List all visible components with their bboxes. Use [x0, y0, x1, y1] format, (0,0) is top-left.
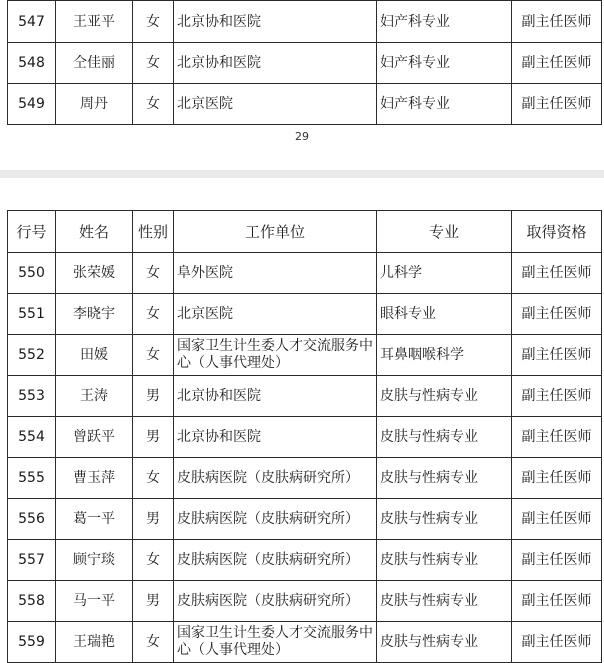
cell-qualification: 副主任医师: [512, 581, 602, 622]
cell-name: 曹玉萍: [56, 458, 133, 499]
cell-row-no: 547: [8, 1, 56, 43]
cell-qualification: 副主任医师: [512, 540, 602, 581]
cell-name: 马一平: [56, 581, 133, 622]
cell-row-no: 554: [8, 417, 56, 458]
cell-work-unit: 皮肤病医院（皮肤病研究所）: [174, 499, 377, 540]
cell-qualification: 副主任医师: [512, 335, 602, 376]
roster-table: [7, 210, 602, 663]
table-row: [8, 417, 602, 458]
table-row: [8, 581, 602, 622]
cell-specialty: 皮肤与性病专业: [377, 458, 512, 499]
cell-specialty: 耳鼻咽喉科学: [377, 335, 512, 376]
cell-work-unit: 皮肤病医院（皮肤病研究所）: [174, 540, 377, 581]
cell-name: 曾跃平: [56, 417, 133, 458]
cell-name: 顾宁琰: [56, 540, 133, 581]
header-row-no: 行号: [8, 211, 56, 253]
cell-row-no: 549: [8, 84, 56, 125]
cell-name: 王瑞艳: [56, 622, 133, 663]
cell-qualification: 副主任医师: [512, 458, 602, 499]
table-row: [8, 540, 602, 581]
table-header-row: [8, 211, 602, 253]
cell-name: 李晓宇: [56, 294, 133, 335]
cell-work-unit: 皮肤病医院（皮肤病研究所）: [174, 581, 377, 622]
table-row: [8, 458, 602, 499]
cell-row-no: 550: [8, 253, 56, 294]
cell-row-no: 551: [8, 294, 56, 335]
cell-specialty: 皮肤与性病专业: [377, 581, 512, 622]
header-work-unit: 工作单位: [174, 211, 377, 253]
cell-gender: 男: [133, 581, 174, 622]
header-specialty: 专业: [377, 211, 512, 253]
table-row: [8, 622, 602, 663]
cell-name: 王涛: [56, 376, 133, 417]
cell-specialty: 眼科专业: [377, 294, 512, 335]
cell-qualification: 副主任医师: [512, 499, 602, 540]
table-row: [8, 499, 602, 540]
cell-gender: 女: [133, 458, 174, 499]
cell-gender: 女: [133, 540, 174, 581]
table-row: [8, 335, 602, 376]
page-number: 29: [295, 130, 309, 143]
cell-specialty: 皮肤与性病专业: [377, 376, 512, 417]
cell-work-unit: 北京协和医院: [174, 43, 377, 84]
cell-name: 葛一平: [56, 499, 133, 540]
cell-work-unit: 皮肤病医院（皮肤病研究所）: [174, 458, 377, 499]
cell-name: 仝佳丽: [56, 43, 133, 84]
cell-gender: 女: [133, 1, 174, 43]
cell-work-unit: 北京医院: [174, 294, 377, 335]
cell-specialty: 皮肤与性病专业: [377, 417, 512, 458]
table-row: [8, 376, 602, 417]
cell-specialty: 皮肤与性病专业: [377, 622, 512, 663]
cell-gender: 男: [133, 417, 174, 458]
cell-specialty: 皮肤与性病专业: [377, 499, 512, 540]
page-bottom-sheet: [0, 178, 604, 663]
cell-qualification: 副主任医师: [512, 1, 602, 43]
cell-row-no: 558: [8, 581, 56, 622]
cell-row-no: 548: [8, 43, 56, 84]
cell-row-no: 559: [8, 622, 56, 663]
cell-name: 田媛: [56, 335, 133, 376]
cell-qualification: 副主任医师: [512, 253, 602, 294]
table-row: [8, 294, 602, 335]
cell-name: 王亚平: [56, 1, 133, 43]
cell-specialty: 妇产科专业: [377, 1, 512, 43]
cell-row-no: 552: [8, 335, 56, 376]
cell-gender: 男: [133, 499, 174, 540]
cell-qualification: 副主任医师: [512, 84, 602, 125]
cell-specialty: 妇产科专业: [377, 84, 512, 125]
cell-qualification: 副主任医师: [512, 294, 602, 335]
cell-gender: 女: [133, 622, 174, 663]
cell-gender: 男: [133, 376, 174, 417]
cell-row-no: 553: [8, 376, 56, 417]
cell-qualification: 副主任医师: [512, 622, 602, 663]
cell-work-unit: 国家卫生计生委人才交流服务中心（人事代理处）: [174, 335, 377, 376]
cell-gender: 女: [133, 253, 174, 294]
cell-gender: 女: [133, 43, 174, 84]
header-gender: 性别: [133, 211, 174, 253]
cell-row-no: 556: [8, 499, 56, 540]
roster-table-continued: [7, 0, 602, 125]
cell-gender: 女: [133, 294, 174, 335]
cell-qualification: 副主任医师: [512, 376, 602, 417]
table-row: [8, 84, 602, 125]
table-row: [8, 253, 602, 294]
header-qualification: 取得资格: [512, 211, 602, 253]
cell-work-unit: 北京协和医院: [174, 417, 377, 458]
cell-work-unit: 阜外医院: [174, 253, 377, 294]
cell-name: 周丹: [56, 84, 133, 125]
cell-work-unit: 国家卫生计生委人才交流服务中心（人事代理处）: [174, 622, 377, 663]
page-gap: [0, 170, 604, 178]
cell-specialty: 妇产科专业: [377, 43, 512, 84]
page-top-sheet: [0, 0, 604, 170]
cell-row-no: 555: [8, 458, 56, 499]
cell-work-unit: 北京协和医院: [174, 1, 377, 43]
cell-qualification: 副主任医师: [512, 417, 602, 458]
cell-qualification: 副主任医师: [512, 43, 602, 84]
cell-specialty: 儿科学: [377, 253, 512, 294]
cell-row-no: 557: [8, 540, 56, 581]
cell-gender: 女: [133, 335, 174, 376]
table-row: [8, 43, 602, 84]
header-name: 姓名: [56, 211, 133, 253]
cell-specialty: 皮肤与性病专业: [377, 540, 512, 581]
cell-name: 张荣媛: [56, 253, 133, 294]
cell-work-unit: 北京协和医院: [174, 376, 377, 417]
cell-work-unit: 北京医院: [174, 84, 377, 125]
cell-gender: 女: [133, 84, 174, 125]
table-row: [8, 1, 602, 43]
